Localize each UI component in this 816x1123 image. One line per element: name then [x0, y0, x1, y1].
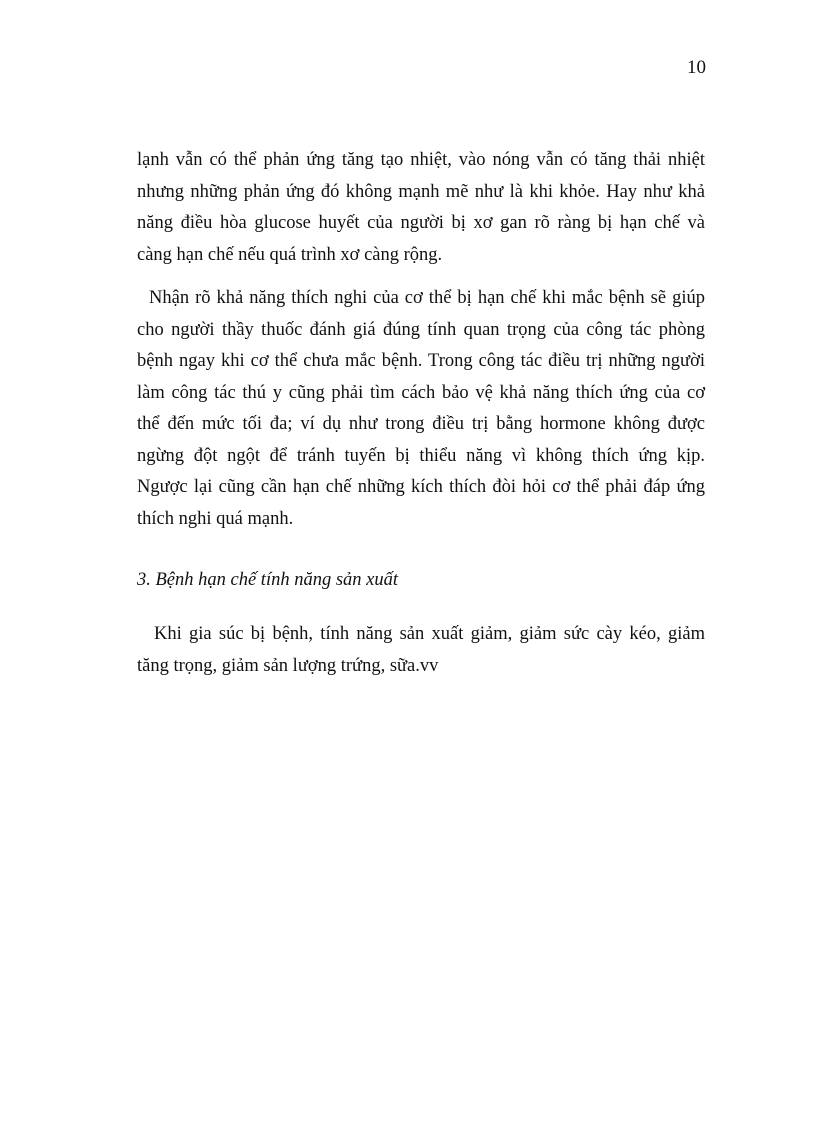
text-line: Khi gia súc bị bệnh, tính năng sản xuất giảm, giảm sức cày kéo, giảm: [154, 624, 705, 644]
text-line: làm công tác thú y cũng phải tìm cách bảo vệ khả năng thích ứng của cơ: [137, 382, 705, 403]
section-heading: 3. Bệnh hạn chế tính năng sản xuất: [137, 570, 399, 590]
text-line: nhưng những phản ứng đó không mạnh mẽ như là khi khỏe. Hay như khả: [137, 181, 705, 202]
text-line: thể đến mức tối đa; ví dụ như trong điều trị bằng hormone không được: [137, 414, 705, 434]
text-line: cho người thầy thuốc đánh giá đúng tính quan trọng của công tác phòng: [137, 319, 705, 340]
page-number: 10: [687, 57, 706, 78]
paragraph-body-2: [137, 283, 705, 535]
text-line: Ngược lại cũng cần hạn chế những kích thích đòi hỏi cơ thể phải đáp ứng: [137, 477, 705, 497]
text-line: lạnh vẫn có thể phản ứng tăng tạo nhiệt, vào nóng vẫn có tăng thải nhiệt: [137, 150, 705, 170]
text-line: tăng trọng, giảm sản lượng trứng, sữa.vv: [137, 655, 439, 676]
text-line: càng hạn chế nếu quá trình xơ càng rộng.: [137, 244, 443, 265]
text-line: thích nghi quá mạnh.: [137, 508, 294, 529]
paragraph-body-1: [137, 145, 705, 271]
text-line: bệnh ngay khi cơ thể chưa mắc bệnh. Trong công tác điều trị những người: [137, 351, 705, 371]
paragraph-body-3: [137, 619, 705, 682]
text-line: Nhận rõ khả năng thích nghi của cơ thể bị hạn chế khi mắc bệnh sẽ giúp: [149, 288, 705, 308]
text-line: ngừng đột ngột để tránh tuyến bị thiểu năng vì không thích ứng kịp.: [137, 445, 705, 466]
text-line: năng điều hòa glucose huyết của người bị xơ gan rõ ràng bị hạn chế và: [137, 213, 705, 233]
